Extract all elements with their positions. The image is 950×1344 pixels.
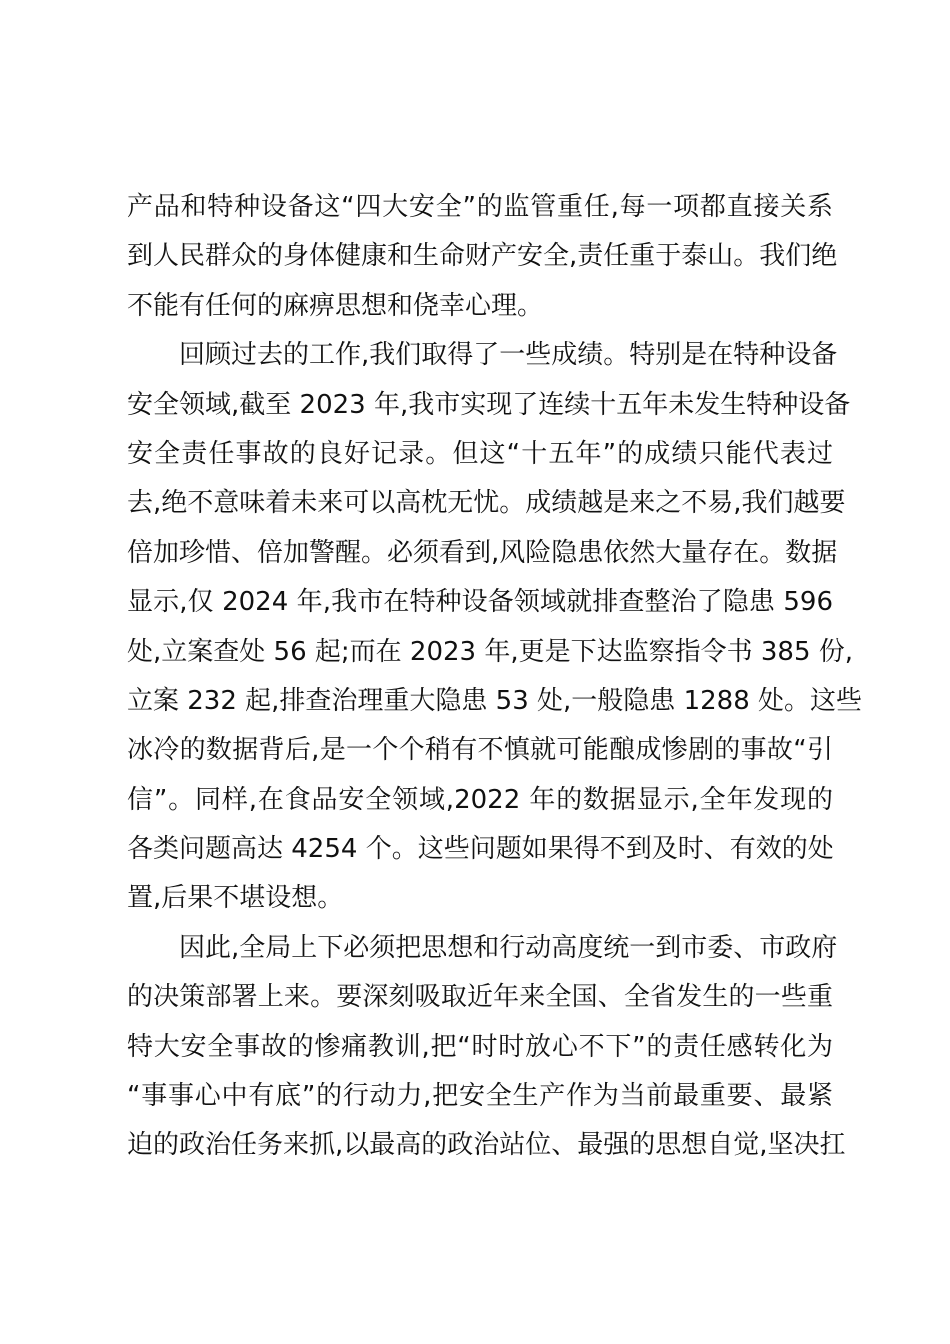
- text-line: 信”。同样,在食品安全领域,2022 年的数据显示,全年发现的: [127, 784, 833, 815]
- text-line: 去,绝不意味着未来可以高枕无忧。成绩越是来之不易,我们越要: [127, 488, 846, 519]
- text-line: 到人民群众的身体健康和生命财产安全,责任重于泰山。我们绝: [127, 241, 838, 272]
- text-line: 显示,仅 2024 年,我市在特种设备领域就排查整治了隐患 596: [127, 587, 833, 618]
- body-text: [127, 183, 862, 1171]
- text-line: 冰冷的数据背后,是一个个稍有不慎就可能酿成惨剧的事故“引: [127, 735, 833, 766]
- text-line: 置,后果不堪设想。: [127, 883, 344, 914]
- paragraph-first-line: 回顾过去的工作,我们取得了一些成绩。特别是在特种设备: [179, 340, 838, 371]
- paragraph-first-line: 因此,全局上下必须把思想和行动高度统一到市委、市政府: [179, 932, 838, 963]
- text-line: 倍加珍惜、倍加警醒。必须看到,风险隐患依然大量存在。数据: [127, 537, 838, 568]
- text-line: 产品和特种设备这“四大安全”的监管重任,每一项都直接关系: [127, 192, 833, 222]
- text-line: 立案 232 起,排查治理重大隐患 53 处,一般隐患 1288 处。这些: [127, 685, 862, 716]
- text-line: 安全领域,截至 2023 年,我市实现了连续十五年未发生特种设备: [127, 389, 851, 420]
- text-line: “事事心中有底”的行动力,把安全生产作为当前最重要、最紧: [127, 1081, 833, 1112]
- text-line: 迫的政治任务来抓,以最高的政治站位、最强的思想自觉,坚决扛: [127, 1130, 846, 1161]
- text-line: 特大安全事故的惨痛教训,把“时时放心不下”的责任感转化为: [127, 1031, 833, 1062]
- text-line: 安全责任事故的良好记录。但这“十五年”的成绩只能代表过: [127, 438, 833, 469]
- text-line: 处,立案查处 56 起;而在 2023 年,更是下达监察指令书 385 份,: [127, 636, 854, 667]
- text-line: 各类问题高达 4254 个。这些问题如果得不到及时、有效的处: [127, 834, 834, 865]
- text-line: 的决策部署上来。要深刻吸取近年来全国、全省发生的一些重: [127, 982, 833, 1013]
- text-line: 不能有任何的麻痹思想和侥幸心理。: [127, 290, 544, 321]
